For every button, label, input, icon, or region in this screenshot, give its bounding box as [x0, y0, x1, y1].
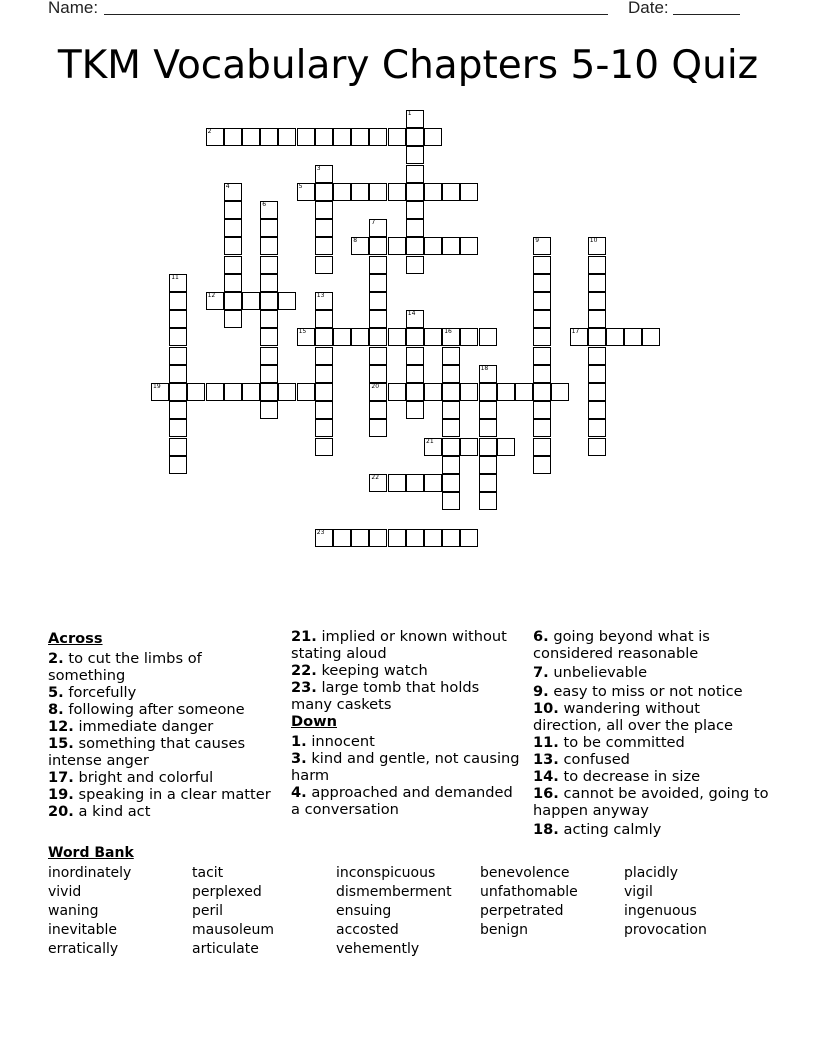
crossword-cell[interactable] — [606, 328, 624, 346]
clue-across-22: 22. keeping watch — [291, 662, 428, 679]
crossword-cell[interactable] — [169, 438, 187, 456]
crossword-cell[interactable] — [260, 328, 278, 346]
crossword-cell[interactable] — [169, 328, 187, 346]
crossword-cell[interactable] — [551, 383, 569, 401]
crossword-cell[interactable] — [588, 292, 606, 310]
crossword-cell[interactable] — [406, 401, 424, 419]
crossword-cell[interactable] — [315, 256, 333, 274]
clue-number: 15 — [298, 328, 307, 336]
clue-down-7: 7. unbelievable — [533, 664, 648, 681]
crossword-cell[interactable] — [351, 529, 369, 547]
crossword-cell[interactable] — [224, 310, 242, 328]
crossword-cell[interactable] — [315, 347, 333, 365]
word-bank-item: vehemently — [336, 941, 420, 957]
clue-number: 1 — [407, 110, 412, 117]
word-bank-heading: Word Bank — [48, 845, 134, 861]
clue-number: 8 — [353, 237, 358, 245]
crossword-cell[interactable] — [315, 128, 333, 146]
crossword-cell[interactable] — [460, 183, 478, 201]
crossword-cell[interactable] — [260, 401, 278, 419]
crossword-cell[interactable] — [224, 237, 242, 255]
word-bank-column-4 — [480, 864, 578, 940]
crossword-cell[interactable] — [406, 256, 424, 274]
word-bank-item: erratically — [48, 941, 119, 957]
word-bank-column-1 — [48, 864, 131, 959]
crossword-cell[interactable] — [260, 310, 278, 328]
word-bank-item: benign — [480, 922, 529, 938]
clue-down-10: 10. wandering without direction, all over the place — [533, 700, 733, 734]
clues-column-3 — [533, 628, 771, 838]
clue-across-15: 15. something that causes intense anger — [48, 735, 246, 769]
clue-across-12: 12. immediate danger — [48, 718, 214, 735]
crossword-cell[interactable] — [442, 347, 460, 365]
crossword-cell[interactable] — [533, 401, 551, 419]
crossword-cell[interactable] — [406, 219, 424, 237]
crossword-cell[interactable] — [297, 128, 315, 146]
clue-number: 16 — [444, 328, 452, 336]
clue-down-16: 16. cannot be avoided, going to happen anyway — [533, 785, 769, 819]
crossword-cell[interactable] — [369, 474, 387, 492]
clue-across-8: 8. following after someone — [48, 701, 245, 718]
crossword-cell[interactable] — [187, 383, 205, 401]
crossword-cell[interactable] — [388, 474, 406, 492]
crossword-cell[interactable] — [315, 529, 333, 547]
clue-number: 7 — [371, 219, 376, 227]
clue-down-9: 9. easy to miss or not notice — [533, 683, 743, 700]
crossword-cell[interactable] — [224, 201, 242, 219]
crossword-cell[interactable] — [242, 383, 260, 401]
clue-number: 19 — [153, 383, 161, 390]
crossword-cell[interactable] — [588, 328, 606, 346]
crossword-cell[interactable] — [406, 128, 424, 146]
crossword-cell[interactable] — [442, 183, 460, 201]
crossword-cell[interactable] — [424, 183, 442, 201]
crossword-cell[interactable] — [406, 201, 424, 219]
crossword-cell[interactable] — [460, 438, 478, 456]
crossword-cell[interactable] — [442, 237, 460, 255]
clue-number: 6 — [262, 201, 267, 208]
crossword-cell[interactable] — [406, 474, 424, 492]
crossword-cell[interactable] — [479, 492, 497, 510]
crossword-cell[interactable] — [588, 401, 606, 419]
crossword-cell[interactable] — [588, 438, 606, 456]
crossword-cell[interactable] — [260, 292, 278, 310]
crossword-cell[interactable] — [169, 419, 187, 437]
word-bank-column-5 — [624, 864, 707, 940]
crossword-cell[interactable] — [351, 183, 369, 201]
crossword-cell[interactable] — [424, 383, 442, 401]
crossword-cell[interactable] — [369, 347, 387, 365]
crossword-cell[interactable] — [624, 328, 642, 346]
crossword-cell[interactable] — [278, 292, 296, 310]
crossword-cell[interactable] — [388, 183, 406, 201]
clue-across-17: 17. bright and colorful — [48, 769, 214, 786]
crossword-cell[interactable] — [260, 256, 278, 274]
crossword-cell[interactable] — [406, 165, 424, 183]
crossword-cell[interactable] — [388, 328, 406, 346]
clue-number: 10 — [589, 237, 598, 245]
crossword-cell[interactable] — [406, 237, 424, 255]
crossword-cell[interactable] — [424, 438, 442, 456]
clue-number: 5 — [298, 182, 303, 190]
crossword-cell[interactable] — [588, 383, 606, 401]
crossword-cell[interactable] — [570, 328, 588, 346]
crossword-cell[interactable] — [406, 310, 424, 328]
crossword-cell[interactable] — [388, 237, 406, 255]
crossword-cell[interactable] — [533, 365, 551, 383]
across-heading: Across — [48, 630, 103, 647]
crossword-cell[interactable] — [224, 183, 242, 201]
crossword-cell[interactable] — [169, 383, 187, 401]
clue-down-3: 3. kind and gentle, not causing harm — [291, 750, 520, 784]
crossword-cell[interactable] — [369, 237, 387, 255]
crossword-cell[interactable] — [369, 401, 387, 419]
crossword-cell[interactable] — [533, 383, 551, 401]
word-bank-item: perpetrated — [480, 903, 564, 919]
crossword-cell[interactable] — [479, 474, 497, 492]
crossword-cell[interactable] — [260, 347, 278, 365]
crossword-cell[interactable] — [169, 456, 187, 474]
crossword-cell[interactable] — [533, 292, 551, 310]
page-title: TKM Vocabulary Chapters 5-10 Quiz — [57, 43, 759, 88]
word-bank-item: placidly — [624, 865, 679, 881]
crossword-cell[interactable] — [351, 328, 369, 346]
crossword-cell[interactable] — [260, 128, 278, 146]
crossword-cell[interactable] — [369, 365, 387, 383]
crossword-cell[interactable] — [533, 456, 551, 474]
crossword-cell[interactable] — [351, 128, 369, 146]
clue-down-4: 4. approached and demanded a conversation — [291, 784, 513, 818]
crossword-cell[interactable] — [169, 347, 187, 365]
crossword-cell[interactable] — [479, 365, 497, 383]
crossword-cell[interactable] — [497, 383, 515, 401]
crossword-cell[interactable] — [442, 383, 460, 401]
word-bank-item: dismemberment — [336, 884, 452, 900]
word-bank-item: tacit — [192, 865, 224, 881]
crossword-cell[interactable] — [442, 419, 460, 437]
crossword-cell[interactable] — [369, 310, 387, 328]
crossword-cell[interactable] — [260, 237, 278, 255]
crossword-cell[interactable] — [297, 183, 315, 201]
crossword-cell[interactable] — [315, 419, 333, 437]
clue-number: 22 — [371, 474, 380, 481]
crossword-cell[interactable] — [260, 201, 278, 219]
crossword-cell[interactable] — [533, 256, 551, 274]
clue-number: 11 — [171, 273, 179, 281]
crossword-cell[interactable] — [369, 256, 387, 274]
crossword-cell[interactable] — [297, 328, 315, 346]
crossword-cell[interactable] — [424, 474, 442, 492]
crossword-cell[interactable] — [442, 474, 460, 492]
crossword-cell[interactable] — [315, 292, 333, 310]
crossword-cell[interactable] — [315, 201, 333, 219]
crossword-cell[interactable] — [533, 438, 551, 456]
crossword-cell[interactable] — [333, 328, 351, 346]
crossword-cell[interactable] — [442, 529, 460, 547]
crossword-cell[interactable] — [169, 310, 187, 328]
crossword-cell[interactable] — [333, 183, 351, 201]
word-bank-item: vigil — [624, 884, 653, 900]
crossword-cell[interactable] — [515, 383, 533, 401]
clue-number: 17 — [571, 328, 580, 336]
clue-across-19: 19. speaking in a clear matter — [48, 786, 271, 803]
clue-down-13: 13. confused — [533, 751, 630, 768]
crossword-cell[interactable] — [460, 328, 478, 346]
crossword-cell[interactable] — [460, 383, 478, 401]
clue-number: 20 — [371, 383, 380, 390]
clue-across-5: 5. forcefully — [48, 684, 137, 701]
crossword-cell[interactable] — [442, 492, 460, 510]
crossword-cell[interactable] — [224, 274, 242, 292]
crossword-cell[interactable] — [333, 529, 351, 547]
down-heading: Down — [291, 713, 338, 730]
crossword-cell[interactable] — [351, 237, 369, 255]
crossword-cell[interactable] — [169, 365, 187, 383]
clue-across-21: 21. implied or known without stating aloud — [291, 628, 507, 662]
word-bank-item: inconspicuous — [336, 865, 436, 881]
clue-down-14: 14. to decrease in size — [533, 768, 701, 785]
crossword-cell[interactable] — [224, 128, 242, 146]
clue-number: 12 — [207, 292, 216, 299]
clue-number: 4 — [225, 182, 230, 190]
crossword-cell[interactable] — [206, 128, 224, 146]
crossword-cell[interactable] — [333, 128, 351, 146]
crossword-cell[interactable] — [260, 274, 278, 292]
clue-across-2: 2. to cut the limbs of something — [48, 650, 202, 684]
crossword-cell[interactable] — [406, 328, 424, 346]
crossword-cell[interactable] — [588, 274, 606, 292]
crossword-cell[interactable] — [406, 146, 424, 164]
clue-number: 21 — [426, 437, 434, 445]
name-label: Name: — [48, 0, 99, 17]
clue-down-1: 1. innocent — [291, 733, 375, 750]
crossword-cell[interactable] — [369, 274, 387, 292]
crossword-cell[interactable] — [369, 292, 387, 310]
crossword-cell[interactable] — [533, 419, 551, 437]
crossword-cell[interactable] — [315, 438, 333, 456]
crossword-cell[interactable] — [533, 274, 551, 292]
crossword-cell[interactable] — [424, 328, 442, 346]
crossword-cell[interactable] — [424, 128, 442, 146]
crossword-cell[interactable] — [588, 237, 606, 255]
crossword-cell[interactable] — [169, 401, 187, 419]
date-label: Date: — [628, 0, 669, 17]
word-bank-item: inevitable — [48, 922, 118, 938]
word-bank-item: peril — [192, 903, 224, 919]
crossword-cell[interactable] — [424, 529, 442, 547]
crossword-cell[interactable] — [315, 237, 333, 255]
word-bank-item: unfathomable — [480, 884, 578, 900]
crossword-cell[interactable] — [206, 292, 224, 310]
clues-column-2 — [291, 628, 523, 818]
crossword-cell[interactable] — [588, 310, 606, 328]
crossword-cell[interactable] — [169, 274, 187, 292]
crossword-cell[interactable] — [369, 328, 387, 346]
crossword-cell[interactable] — [442, 456, 460, 474]
crossword-cell[interactable] — [242, 292, 260, 310]
crossword-cell[interactable] — [260, 365, 278, 383]
clues-column-1 — [48, 630, 280, 820]
crossword-cell[interactable] — [588, 365, 606, 383]
crossword-cell[interactable] — [479, 401, 497, 419]
crossword-cell[interactable] — [533, 237, 551, 255]
crossword-cell[interactable] — [533, 310, 551, 328]
crossword-cell[interactable] — [224, 383, 242, 401]
crossword-cell[interactable] — [442, 365, 460, 383]
crossword-cell[interactable] — [388, 383, 406, 401]
crossword-cell[interactable] — [315, 219, 333, 237]
crossword-cell[interactable] — [442, 401, 460, 419]
crossword-cell[interactable] — [369, 383, 387, 401]
crossword-cell[interactable] — [479, 438, 497, 456]
crossword-cell[interactable] — [442, 438, 460, 456]
crossword-cell[interactable] — [533, 347, 551, 365]
clue-number: 13 — [316, 292, 325, 299]
crossword-cell[interactable] — [206, 383, 224, 401]
word-bank-item: articulate — [192, 941, 259, 957]
clue-across-23: 23. large tomb that holds many caskets — [291, 679, 480, 713]
clue-number: 3 — [316, 164, 321, 172]
crossword-cell[interactable] — [479, 456, 497, 474]
crossword-cell[interactable] — [588, 347, 606, 365]
crossword-cell[interactable] — [151, 383, 169, 401]
clue-down-11: 11. to be committed — [533, 734, 685, 751]
crossword-cell[interactable] — [242, 128, 260, 146]
crossword-cell[interactable] — [369, 183, 387, 201]
crossword-cell[interactable] — [479, 328, 497, 346]
word-bank-item: accosted — [336, 922, 399, 938]
crossword-cell[interactable] — [588, 419, 606, 437]
crossword-cell[interactable] — [315, 165, 333, 183]
crossword-cell[interactable] — [479, 383, 497, 401]
crossword-cell[interactable] — [406, 347, 424, 365]
word-bank-item: waning — [48, 903, 99, 919]
crossword-cell[interactable] — [588, 256, 606, 274]
crossword-cell[interactable] — [315, 183, 333, 201]
crossword-cell[interactable] — [278, 128, 296, 146]
crossword-cell[interactable] — [369, 529, 387, 547]
crossword-cell[interactable] — [406, 529, 424, 547]
word-bank-item: inordinately — [48, 865, 132, 881]
crossword-cell[interactable] — [369, 128, 387, 146]
crossword-cell[interactable] — [260, 219, 278, 237]
word-bank-column-2 — [192, 864, 274, 959]
crossword-cell[interactable] — [315, 401, 333, 419]
crossword-cell[interactable] — [315, 328, 333, 346]
clue-number: 14 — [407, 310, 416, 318]
crossword-cell[interactable] — [406, 383, 424, 401]
crossword-cell[interactable] — [278, 383, 296, 401]
crossword-cell[interactable] — [224, 292, 242, 310]
crossword-cell[interactable] — [315, 383, 333, 401]
clue-across-20: 20. a kind act — [48, 803, 151, 820]
crossword-cell[interactable] — [406, 110, 424, 128]
crossword-cell[interactable] — [369, 419, 387, 437]
word-bank-column-3 — [336, 864, 452, 959]
crossword-cell[interactable] — [406, 183, 424, 201]
crossword-cell[interactable] — [388, 128, 406, 146]
crossword-cell[interactable] — [315, 365, 333, 383]
clue-number: 23 — [316, 528, 325, 536]
crossword-cell[interactable] — [388, 529, 406, 547]
word-bank-item: vivid — [48, 884, 82, 900]
clue-down-18: 18. acting calmly — [533, 821, 662, 838]
clue-number: 9 — [535, 237, 540, 245]
crossword-cell[interactable] — [479, 419, 497, 437]
crossword-cell[interactable] — [169, 292, 187, 310]
crossword-cell[interactable] — [224, 219, 242, 237]
crossword-cell[interactable] — [642, 328, 660, 346]
crossword-cell[interactable] — [297, 383, 315, 401]
crossword-cell[interactable] — [406, 365, 424, 383]
crossword-cell[interactable] — [260, 383, 278, 401]
clue-number: 2 — [207, 128, 212, 136]
word-bank-item: provocation — [624, 922, 707, 938]
crossword-cell[interactable] — [460, 529, 478, 547]
crossword-cell[interactable] — [424, 237, 442, 255]
word-bank-item: ensuing — [336, 903, 392, 919]
crossword-cell[interactable] — [497, 438, 515, 456]
word-bank-item: perplexed — [192, 884, 262, 900]
word-bank-item: benevolence — [480, 865, 570, 881]
crossword-cell[interactable] — [460, 237, 478, 255]
crossword-cell[interactable] — [533, 328, 551, 346]
word-bank-item: mausoleum — [192, 922, 274, 938]
word-bank-item: ingenuous — [624, 903, 697, 919]
crossword-cell[interactable] — [224, 256, 242, 274]
crossword-cell[interactable] — [442, 328, 460, 346]
clue-number: 18 — [480, 364, 489, 372]
clue-down-6: 6. going beyond what is considered reasonable — [533, 628, 710, 662]
crossword-cell[interactable] — [315, 310, 333, 328]
crossword-cell[interactable] — [369, 219, 387, 237]
